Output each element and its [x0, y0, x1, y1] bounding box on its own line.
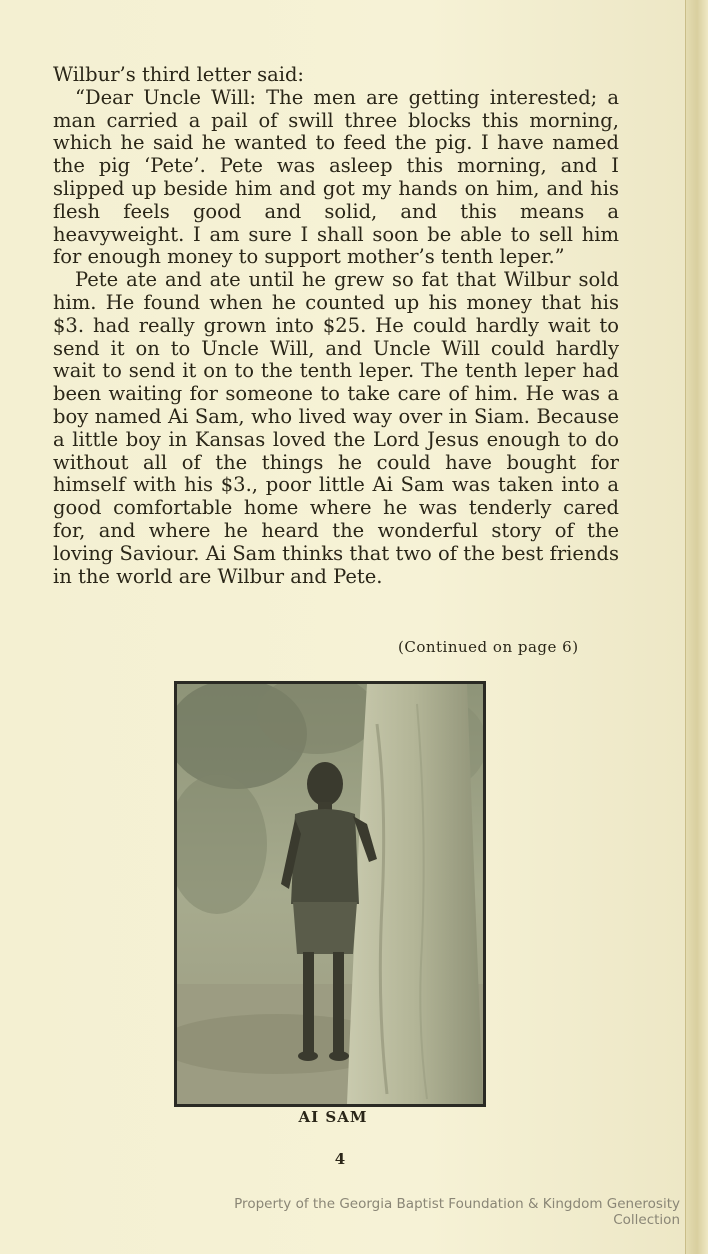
paragraph-intro: Wilbur’s third letter said:	[53, 63, 305, 86]
continued-note: (Continued on page 6)	[398, 638, 579, 656]
page-edge	[685, 0, 708, 1254]
page-number: 4	[334, 1150, 346, 1168]
photo-ai-sam	[174, 681, 486, 1107]
body-text	[53, 64, 619, 588]
photo-caption: AI SAM	[298, 1108, 368, 1126]
photo-illustration	[177, 684, 483, 1104]
paragraph-story: Pete ate and ate until he grew so fat that Wilbur sold him. He found when he counted up his money that his $3. had really grown into $25. He could hardly wait to send it on to Uncle Will, and Uncle Will could hardly wait to send it on to the tenth leper. The tenth leper had been waiting for someone to take care of him. He was a boy named Ai Sam, who lived way over in Siam. Because a little boy in Kansas loved the Lord Jesus enough to do without all of the things he could have bought for himself with his $3., poor little Ai Sam was taken into a good comfortable home where he was tenderly cared for, and where he heard the wonderful story of the loving Saviour. Ai Sam thinks that two of the best friends in the world are Wilbur and Pete.	[53, 268, 619, 588]
paragraph-letter: “Dear Uncle Will: The men are getting interested; a man carried a pail of swill three blocks this morning, which he said he wanted to feed the pig. I have named the pig ‘Pete’. Pete was asleep this morning, and I slipped up beside him and got my hands on him, and his flesh feels good and solid, and this means a heavyweight. I am sure I shall soon be able to sell him for enough money to support mother’s tenth leper.”	[53, 85, 619, 269]
collection-watermark: Property of the Georgia Baptist Foundation & Kingdom Generosity Collection	[234, 1196, 680, 1228]
